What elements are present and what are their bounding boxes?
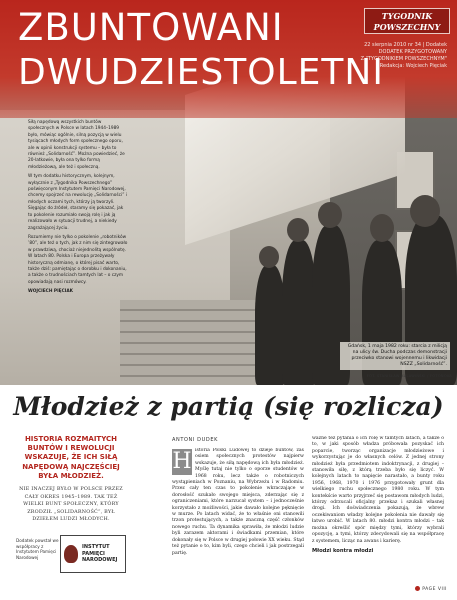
photo-person (282, 240, 316, 385)
photo-steps (120, 300, 270, 385)
photo-person-head (259, 246, 279, 268)
ipn-logo-text (82, 544, 117, 563)
photo-caption: Gdańsk, 1 maja 1982 roku: starcia z milicją na ulicy św. Ducha podczas demonstracji przeciwko stanowi wojennemu i likwidacji NSZZ „Solidarność”. (340, 342, 450, 370)
photo-person-head (287, 218, 309, 242)
article-column-1 (172, 448, 304, 588)
photo-credit: FOT. STANISŁAW KULAWIŃSKI / FOTONOVA (366, 374, 452, 378)
article-subtag: NIE INACZEJ BYŁO W POLSCE PRZEZ CAŁY OKRES 1945–1989. TAK TEŻ WIELKI BUNT SPOŁECZNY, KTÓRY ZRODZIŁ „SOLIDARNOŚĆ”, BYŁ DZIEŁEM LUDZI MŁODYCH. (19, 486, 123, 522)
intro-paragraph: W tym dodatku historycznym, kolejnym, wyłącznie z „Tygodnika Powszechnego” poświęconym Instytutem Pamięci Narodowej, chcemy spojrzeć na rewolucję „Solidarności” i młodych oczami tych, którzy ją tworzyli. Sięgając do źródeł, staramy się pokazać, jak to pokolenie rozumiało swoją rolę i jak ją realizowało w sytuacji trudnej, a niekiedy zagrażającej życiu. (28, 174, 127, 231)
page-number-text: PAGE VIII (422, 587, 447, 592)
ipn-logo-line: PAMIĘCI (82, 550, 105, 557)
eagle-icon (64, 545, 78, 563)
intro-signature: WOJCIECH PIĘCIAK (28, 289, 74, 295)
intro-paragraph: Rozumiemy nie tylko o pokolenie „robotników ’80”, ale też o tych, jak z nim się zintegrowało w prawdziwą, chociaż niejednolitą wspólnotę. W latach 80. Polska i Europa przeżywały historyczną odmianę, o której pisać warto, także dziś: pamiętając o dorobku i dokonaniu, a także o trudnościach tamtych lat – o czym opowiadają nasi rozmówcy. (28, 234, 128, 285)
ipn-logo (60, 535, 126, 573)
partner-note: Dodatek powstał we współpracy z Instytutem Pamięci Narodowej (16, 538, 59, 560)
ipn-logo-line: NARODOWEJ (82, 557, 118, 564)
photo-person-head (318, 202, 342, 228)
intro-paragraph: Siłą napędową wszystkich buntów społecznych w Polsce w latach 1944–1989 było, mówiąc ogólnie, silną pozycją w wielu tysiącach młodych form społecznego oporu, ale w opinii konstrukcji systemu – była to również „Solidarność”. Można powiedzieć, że 20-latkowie, była ona tylko formą młodzieżową, ale też i społeczną. (28, 120, 125, 170)
article-lead: HISTORIA ROZMAITYCH BUNTÓW I REWOLUCJI WSKAZUJE, ŻE ICH SIŁĄ NAPĘDOWĄ NAJCZĘŚCIEJ BYŁA MŁODZIEŻ. (22, 435, 120, 480)
ipn-logo-line: INSTYTUT (82, 544, 110, 551)
article-column-2 (312, 436, 444, 588)
page-marker-icon (415, 586, 420, 591)
photo-person-head (410, 195, 440, 227)
supplement-info: 22 sierpnia 2010 nr 34 | Dodatek DODATEK PRZYGOTOWANY Z "TYGODNIKIEM POWSZECHNYM" Redakcja: Wojciech Pięciak (360, 42, 447, 69)
page-number (415, 586, 447, 592)
article-subhead: Młodzi kontra młodzi (312, 547, 374, 554)
page-title-line2: DWUDZIESTOLETNI (18, 52, 384, 93)
page-title-line1: ZBUNTOWANI (18, 6, 284, 49)
tygodnik-powszechny-logo: TYGODNIK POWSZECHNY (364, 8, 450, 34)
article-text: istoria Polski Ludowej to dzieje buntów, zaś osiem społecznych protestów najpierw wskazuje, że siłą napędową ich była młodzież. Myślę tutaj nie tylko o oporze studentów w 1968 roku, lecz także o robotniczych wystąpieniach w Poznaniu, na Wybrzeżu i w Radomiu. Przez cały ten czas to pokolenie wkraczające w dorosłość szukało swojego miejsca, zderzając się z ograniczeniami, które narzucał system – i jednocześnie korzystało z możliwości, jakie dawało kolejne pęknięcie w murze. Po latach widać, że to właśnie oni stanowili trzon protestujących, a także znaczną część członków nowego ruchu. Ta dynamika sprawiła, że młodzi ludzie byli zarazem aktorami i świadkami przemian, które dokonały się w Polsce w drugiej połowie XX wieku. Stąd też pytanie o to, kim byli, czego chcieli i jak postrzegali partię. (172, 448, 304, 556)
article-byline: ANTONI DUDEK (172, 437, 218, 443)
article-headline: Młodzież z partią (się rozlicza) (13, 392, 444, 421)
photo-person (255, 265, 285, 385)
intro-text (28, 120, 128, 299)
article-text: ważne też pytania o ich rolę w tamtych latach, a także o to, w jaki sposób władza próbowała pozyskać ich poparcie, tworząc organizacje młodzieżowe i wykorzystując je do własnych celów. Z jednej strony młodzież była przedmiotem indoktrynacji, z drugiej – stanowiła siłę, z którą trzeba było się liczyć. W kolejnych latach to napięcie narastało, a bunty roku 1956, 1968, 1970 i 1976 przygotowały grunt dla wielkiego ruchu społecznego 1980 roku. W tym kontekście warto przyjrzeć się postawom młodych ludzi, którzy odrzucali oficjalny przekaz i szukali własnej drogi. Ich doświadczenia pokazują, że wbrew oczekiwaniom władzy kolejne pokolenia nie dawały się łatwo urobić. W latach 80. młodzi kontra młodzi – tak można określić spór między tymi, którzy wybrali opozycję, a tymi, którzy zdecydowali się na współpracę z systemem, licząc na awans i karierę. (312, 436, 444, 544)
drop-cap: H (172, 449, 192, 474)
photo-person-head (370, 214, 394, 242)
